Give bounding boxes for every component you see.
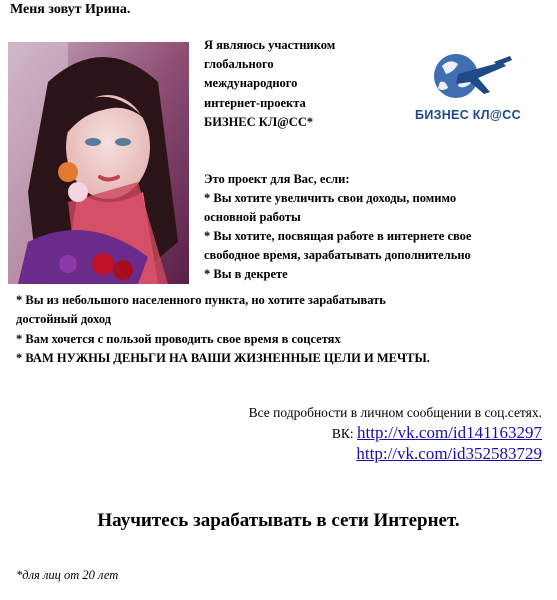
project-line: * ВАМ НУЖНЫ ДЕНЬГИ НА ВАШИ ЖИЗНЕННЫЕ ЦЕЛИ И МЕЧТЫ. bbox=[16, 350, 430, 365]
participant-line: интернет-проекта bbox=[204, 95, 306, 110]
age-footnote: *для лиц от 20 лет bbox=[16, 568, 119, 582]
business-class-logo bbox=[398, 48, 538, 130]
participant-line: глобального bbox=[204, 57, 274, 72]
participant-line: международного bbox=[204, 76, 298, 91]
vk-link-1[interactable]: http://vk.com/id141163297 bbox=[357, 423, 542, 442]
intro-text: Меня зовут Ирина. bbox=[10, 2, 131, 17]
project-line: свободное время, зарабатывать дополнительно bbox=[204, 248, 471, 262]
call-to-action: Научитесь зарабатывать в сети Интернет. bbox=[97, 510, 460, 531]
project-line: * Вы в декрете bbox=[204, 267, 288, 281]
participant-line: БИЗНЕС КЛ@СС* bbox=[204, 114, 314, 129]
project-heading: Это проект для Вас, если: bbox=[204, 172, 350, 186]
participant-text bbox=[204, 36, 404, 132]
globe-airplane-icon bbox=[398, 48, 538, 108]
contact-block bbox=[249, 403, 542, 465]
project-line: * Вам хочется с пользой проводить свое время в соцсетях bbox=[16, 331, 341, 346]
profile-photo bbox=[8, 42, 189, 284]
project-line: * Вы из небольшого населенного пункта, но хотите зарабатывать bbox=[16, 293, 386, 307]
participant-line: Я являюсь участником bbox=[204, 38, 336, 52]
logo-text: БИЗНЕС КЛ@СС bbox=[415, 108, 521, 122]
project-line: основной работы bbox=[204, 210, 301, 224]
project-line: * Вы хотите увеличить свои доходы, помимо bbox=[204, 191, 457, 205]
project-line: достойный доход bbox=[16, 312, 112, 327]
project-wide-block bbox=[16, 291, 430, 368]
project-block bbox=[204, 170, 549, 284]
contact-text: Все подробности в личном сообщении в соц.сетях. bbox=[248, 405, 542, 420]
vk-link-2[interactable]: http://vk.com/id352583729 bbox=[356, 444, 542, 463]
vk-label: ВК: bbox=[331, 426, 354, 441]
project-line: * Вы хотите, посвящая работе в интернете свое bbox=[204, 229, 472, 243]
